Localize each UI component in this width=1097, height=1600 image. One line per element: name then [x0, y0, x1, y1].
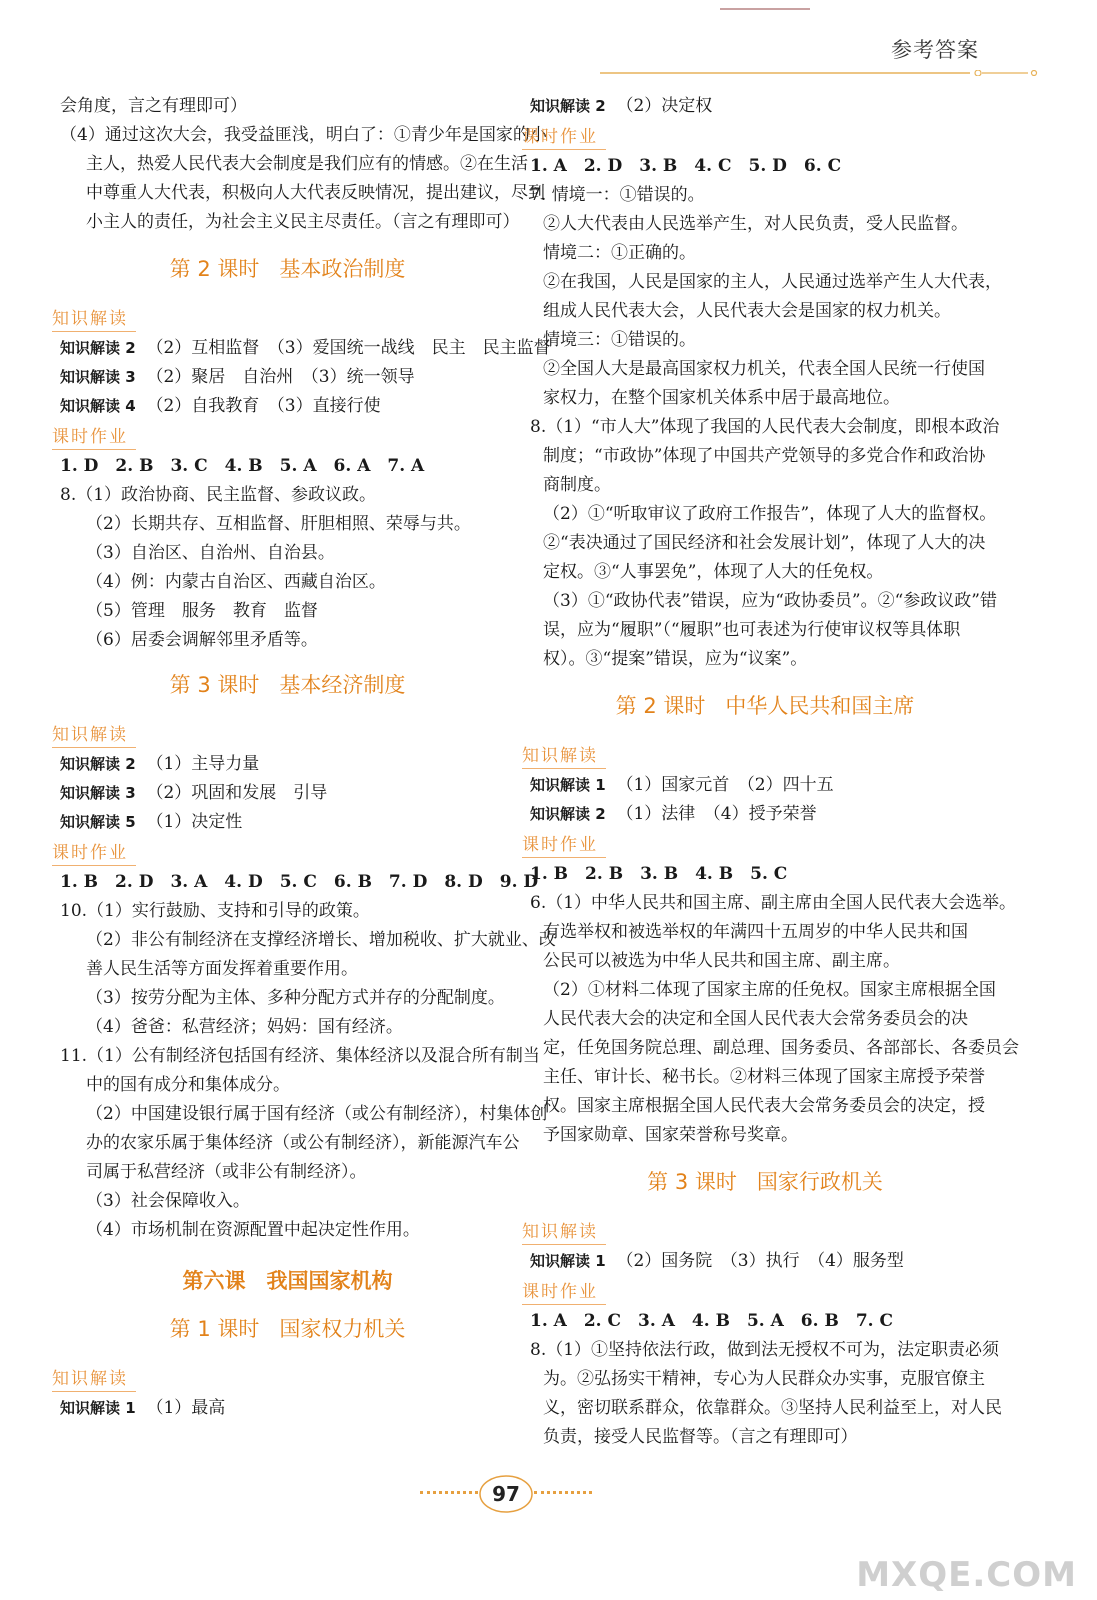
chapter-heading: 第六课 我国国家机构 — [182, 1268, 393, 1293]
text-line: 权。国家主席根据全国人民代表大会常务委员会的决定，授 — [543, 1096, 985, 1116]
lesson-heading — [60, 251, 515, 287]
kp-label: 知识解读 1 — [60, 1399, 136, 1417]
text-line: 制度；“市政协”体现了中国共产党领导的多党合作和政治协 — [543, 446, 986, 466]
section-tag: 知识解读 — [522, 744, 606, 769]
text-line: 中的国有成分和集体成分。 — [86, 1075, 290, 1095]
text-line: 主任、审计长、秘书长。②材料三体现了国家主席授予荣誉 — [543, 1067, 985, 1087]
text-line: 权）。③“提案”错误，应为“议案”。 — [543, 649, 808, 669]
kp-label: 知识解读 1 — [530, 1252, 606, 1270]
text-line: 会角度，言之有理即可） — [60, 96, 247, 116]
text-line: 商制度。 — [543, 475, 611, 495]
kp-text: （2）巩固和发展 引导 — [146, 783, 328, 803]
section-tag: 知识解读 — [52, 723, 136, 748]
answer-line: 1. B 2. D 3. A 4. D 5. C 6. B 7. D 8. D 9. D — [60, 872, 539, 892]
section-tag: 知识解读 — [52, 307, 136, 332]
text-line: 善人民生活等方面发挥着重要作用。 — [86, 959, 358, 979]
kp-label: 知识解读 5 — [60, 813, 136, 831]
knowledge-point — [530, 771, 1000, 800]
page-header — [0, 0, 1097, 90]
text-line: 8.（1）政治协商、民主监督、参政议政。 — [60, 485, 377, 505]
text-line: 家权力，在整个国家机关体系中居于最高地位。 — [543, 388, 900, 408]
lesson-title: 国家权力机关 — [279, 1317, 406, 1341]
text-line: 情境二：①正确的。 — [543, 243, 696, 263]
text-line: 义，密切联系群众，依靠群众。③坚持人民利益至上，对人民 — [543, 1398, 1002, 1418]
text-line: 司属于私营经济（或非公有制经济）。 — [86, 1162, 367, 1182]
kp-label: 知识解读 2 — [60, 755, 136, 773]
knowledge-point — [60, 1394, 515, 1423]
knowledge-point — [530, 800, 1000, 829]
lesson-title: 基本政治制度 — [279, 257, 406, 281]
kp-label: 知识解读 3 — [60, 784, 136, 802]
lesson-heading — [530, 688, 1000, 724]
text-line: （5）管理 服务 教育 监督 — [86, 601, 318, 621]
lesson-number: 第 3 课时 — [169, 673, 260, 697]
kp-label: 知识解读 2 — [530, 97, 606, 115]
text-line: 予国家勋章、国家荣誉称号奖章。 — [543, 1125, 798, 1145]
text-line: 中尊重人大代表，积极向人大代表反映情况，提出建议，尽到 — [86, 183, 545, 203]
text-line: （6）居委会调解邻里矛盾等。 — [86, 630, 318, 650]
answer-line: 1. A 2. D 3. B 4. C 5. D 6. C — [530, 156, 842, 176]
answer-line: 1. A 2. C 3. A 4. B 5. A 6. B 7. C — [530, 1311, 894, 1331]
text-line: （4）例：内蒙古自治区、西藏自治区。 — [86, 572, 386, 592]
text-line: 6.（1）中华人民共和国主席、副主席由全国人民代表大会选举。 — [530, 893, 1017, 913]
lesson-title: 国家行政机关 — [756, 1170, 883, 1194]
kp-text: （2）互相监督 （3）爱国统一战线 民主 民主监督 — [146, 338, 551, 358]
lesson-heading — [530, 1164, 1000, 1200]
text-line: （3）①“政协代表”错误，应为“政协委员”。②“参政议政”错 — [543, 591, 997, 611]
lesson-title: 中华人民共和国主席 — [725, 694, 915, 718]
text-line: ②人大代表由人民选举产生，对人民负责，受人民监督。 — [543, 214, 968, 234]
section-tag: 知识解读 — [52, 1367, 136, 1392]
text-line: （4）通过这次大会，我受益匪浅，明白了：①青少年是国家的小 — [60, 125, 547, 145]
text-line: ②全国人大是最高国家权力机关，代表全国人民统一行使国 — [543, 359, 985, 379]
kp-text: （1）最高 — [146, 1398, 226, 1418]
answer-line: 1. D 2. B 3. C 4. B 5. A 6. A 7. A — [60, 456, 425, 476]
text-line: （2）①“听取审议了政府工作报告”，体现了人大的监督权。 — [543, 504, 997, 524]
section-tag: 课时作业 — [52, 841, 136, 866]
lesson-heading — [60, 1311, 515, 1347]
text-line: 8.（1）“市人大”体现了我国的人民代表大会制度，即根本政治 — [530, 417, 1000, 437]
text-line: 定权。③“人事罢免”，体现了人大的任免权。 — [543, 562, 884, 582]
kp-label: 知识解读 4 — [60, 397, 136, 415]
text-line: 情境三：①错误的。 — [543, 330, 696, 350]
knowledge-point — [60, 334, 551, 363]
kp-label: 知识解读 3 — [60, 368, 136, 386]
kp-text: （2）自我教育 （3）直接行使 — [146, 396, 381, 416]
kp-text: （1）主导力量 — [146, 754, 260, 774]
text-line: （3）自治区、自治州、自治县。 — [86, 543, 335, 563]
kp-text: （2）国务院 （3）执行 （4）服务型 — [616, 1251, 904, 1271]
text-line: 7. 情境一：①错误的。 — [530, 185, 705, 205]
lesson-number: 第 1 课时 — [169, 1317, 260, 1341]
text-line: （2）①材料二体现了国家主席的任免权。国家主席根据全国 — [543, 980, 996, 1000]
knowledge-point — [60, 363, 515, 392]
knowledge-point — [530, 92, 1000, 121]
text-line: 组成人民代表大会，人民代表大会是国家的权力机关。 — [543, 301, 951, 321]
kp-text: （2）决定权 — [616, 96, 713, 116]
knowledge-point — [60, 750, 515, 779]
text-line: 人民代表大会的决定和全国人民代表大会常务委员会的决 — [543, 1009, 968, 1029]
section-tag: 课时作业 — [522, 833, 606, 858]
lesson-title: 基本经济制度 — [279, 673, 406, 697]
text-line: （4）爸爸：私营经济；妈妈：国有经济。 — [86, 1017, 403, 1037]
lesson-heading — [60, 667, 515, 703]
text-line: 误，应为“履职”（“履职”也可表述为行使审议权等具体职 — [543, 620, 961, 640]
section-tag: 知识解读 — [522, 1220, 606, 1245]
section-tag: 课时作业 — [52, 425, 136, 450]
text-line: （3）按劳分配为主体、多种分配方式并存的分配制度。 — [86, 988, 505, 1008]
text-line: （2）中国建设银行属于国有经济（或公有制经济），村集体创 — [86, 1104, 548, 1124]
text-line: （3）社会保障收入。 — [86, 1191, 250, 1211]
text-line: 主人，热爱人民代表大会制度是我们应有的情感。②在生活 — [86, 154, 528, 174]
kp-text: （1）法律 （4）授予荣誉 — [616, 804, 817, 824]
text-line: 办的农家乐属于集体经济（或公有制经济），新能源汽车公 — [86, 1133, 520, 1153]
footer-dots-right — [534, 1491, 592, 1496]
knowledge-point — [60, 779, 515, 808]
kp-text: （1）决定性 — [146, 812, 243, 832]
section-tag: 课时作业 — [522, 125, 606, 150]
knowledge-point — [60, 808, 515, 837]
kp-label: 知识解读 1 — [530, 776, 606, 794]
right-column — [522, 92, 1019, 1452]
text-line: 为。②弘扬实干精神，专心为人民群众办实事，克服官僚主 — [543, 1369, 985, 1389]
text-line: 负责，接受人民监督等。（言之有理即可） — [543, 1427, 858, 1447]
lesson-number: 第 2 课时 — [169, 257, 260, 281]
footer-dots-left — [420, 1491, 478, 1496]
text-line: （2）长期共存、互相监督、肝胆相照、荣辱与共。 — [86, 514, 471, 534]
text-line: 10.（1）实行鼓励、支持和引导的政策。 — [60, 901, 370, 921]
lesson-number: 第 3 课时 — [647, 1170, 737, 1194]
watermark: MXQE.COM — [856, 1555, 1077, 1595]
answer-line: 1. B 2. B 3. B 4. B 5. C — [530, 864, 788, 884]
text-line: ②“表决通过了国民经济和社会发展计划”，体现了人大的决 — [543, 533, 986, 553]
text-line: 定，任免国务院总理、副总理、国务委员、各部部长、各委员会 — [543, 1038, 1019, 1058]
header-title: 参考答案 — [891, 38, 979, 62]
text-line: 11.（1）公有制经济包括国有经济、集体经济以及混合所有制当 — [60, 1046, 540, 1066]
kp-label: 知识解读 2 — [530, 805, 606, 823]
lesson-number: 第 2 课时 — [615, 694, 706, 718]
text-line: ②在我国，人民是国家的主人，人民通过选举产生人大代表， — [543, 272, 1002, 292]
section-tag: 课时作业 — [522, 1280, 606, 1305]
knowledge-point — [530, 1247, 1000, 1276]
text-line: 公民可以被选为中华人民共和国主席、副主席。 — [543, 951, 900, 971]
page-number: 97 — [492, 1482, 520, 1506]
left-column — [52, 92, 556, 1423]
knowledge-point — [60, 392, 515, 421]
text-line: 有选举权和被选举权的年满四十五周岁的中华人民共和国 — [543, 922, 968, 942]
header-rule — [600, 70, 1040, 76]
kp-text: （1）国家元首 （2）四十五 — [616, 775, 834, 795]
text-line: 小主人的责任，为社会主义民主尽责任。（言之有理即可） — [86, 212, 520, 232]
text-line: 8.（1）①坚持依法行政，做到法无授权不可为，法定职责必须 — [530, 1340, 1000, 1360]
text-line: （2）非公有制经济在支撑经济增长、增加税收、扩大就业、改 — [86, 930, 556, 950]
kp-text: （2）聚居 自治州 （3）统一领导 — [146, 367, 415, 387]
kp-label: 知识解读 2 — [60, 339, 136, 357]
text-line: （4）市场机制在资源配置中起决定性作用。 — [86, 1220, 420, 1240]
